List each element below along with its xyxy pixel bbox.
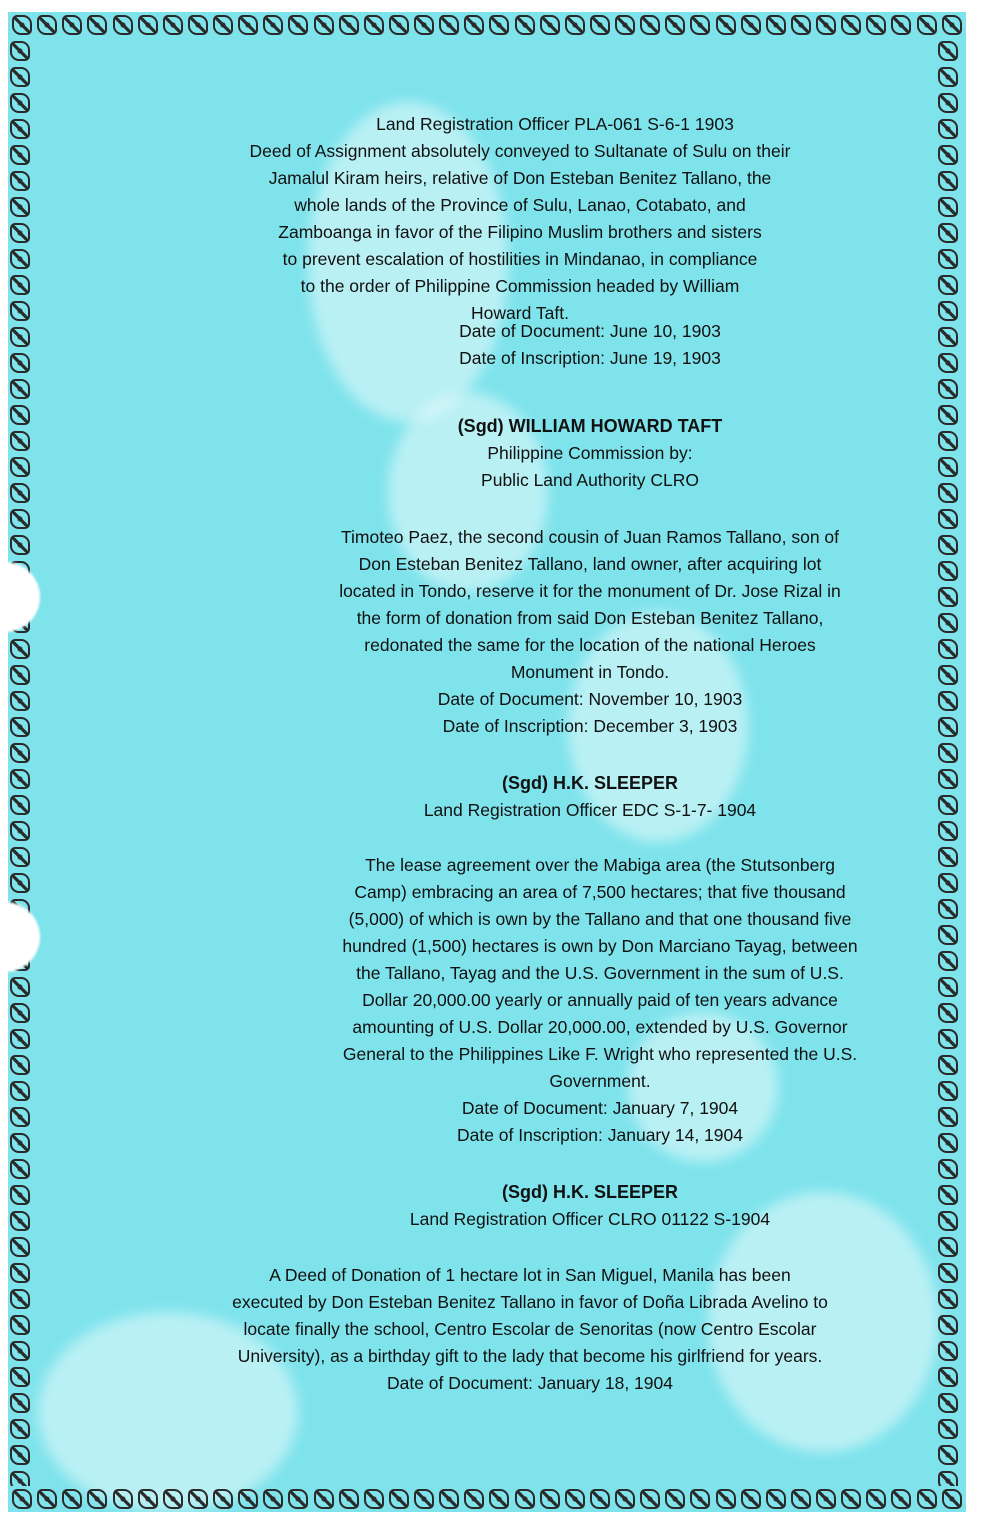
date-of-inscription: Date of Inscription: January 14, 1904 xyxy=(456,1125,743,1145)
signature-sub: Land Registration Officer EDC S-1-7- 1904 xyxy=(423,800,757,820)
text-line: Jamalul Kiram heirs, relative of Don Esteban Benitez Tallano, the xyxy=(268,168,772,188)
signature-block xyxy=(380,413,800,494)
text-line: locate finally the school, Centro Escolar de Senoritas (now Centro Escolar xyxy=(243,1319,817,1339)
date-of-document: Date of Document: January 7, 1904 xyxy=(461,1098,739,1118)
date-of-inscription: Date of Inscription: June 19, 1903 xyxy=(459,348,721,368)
text-line: to the order of Philippine Commission headed by William xyxy=(300,276,740,296)
lease-agreement-block xyxy=(260,852,940,1149)
text-line: Timoteo Paez, the second cousin of Juan Ramos Tallano, son of xyxy=(340,527,840,547)
text-line: (5,000) of which is own by the Tallano and that one thousand five xyxy=(348,909,852,929)
dates-block xyxy=(380,318,800,372)
text-line: the form of donation from said Don Esteban Benitez Tallano, xyxy=(356,608,824,628)
date-of-inscription: Date of Inscription: December 3, 1903 xyxy=(442,716,738,736)
text-line: Zamboanga in favor of the Filipino Muslim brothers and sisters xyxy=(278,222,762,242)
text-line: General to the Philippines Like F. Wright who represented the U.S. xyxy=(342,1044,858,1064)
text-line: Land Registration Officer PLA-061 S-6-1 1903 xyxy=(376,114,734,134)
text-line: Camp) embracing an area of 7,500 hectares; that five thousand xyxy=(354,882,846,902)
text-line: amounting of U.S. Dollar 20,000.00, extended by U.S. Governor xyxy=(352,1017,848,1037)
date-of-document: Date of Document: November 10, 1903 xyxy=(437,689,743,709)
date-of-document: Date of Document: June 10, 1903 xyxy=(459,321,721,341)
date-of-document: Date of Document: January 18, 1904 xyxy=(386,1373,673,1393)
donation-tondo-block xyxy=(260,524,920,740)
signature-name: (Sgd) WILLIAM HOWARD TAFT xyxy=(457,416,723,436)
text-line: whole lands of the Province of Sulu, Lanao, Cotabato, and xyxy=(294,195,746,215)
deed-of-assignment-block xyxy=(120,111,920,327)
text-line: Dollar 20,000.00 yearly or annually paid of ten years advance xyxy=(362,990,838,1010)
text-line: Monument in Tondo. xyxy=(510,662,670,682)
text-line: Don Esteban Benitez Tallano, land owner, after acquiring lot xyxy=(358,554,822,574)
signature-name: (Sgd) H.K. SLEEPER xyxy=(501,773,678,793)
signature-sub: Philippine Commission by: xyxy=(487,443,693,463)
text-line: Howard Taft. xyxy=(471,303,569,323)
text-line: A Deed of Donation of 1 hectare lot in San Miguel, Manila has been xyxy=(269,1265,791,1285)
text-line: hundred (1,500) hectares is own by Don Marciano Tayag, between xyxy=(342,936,858,956)
text-line: Deed of Assignment absolutely conveyed to Sultanate of Sulu on their xyxy=(249,141,791,161)
signature-name: (Sgd) H.K. SLEEPER xyxy=(501,1182,678,1202)
signature-block xyxy=(330,1179,850,1233)
signature-sub: Land Registration Officer CLRO 01122 S-1904 xyxy=(409,1209,771,1229)
signature-sub: Public Land Authority CLRO xyxy=(481,470,699,490)
text-line: Government. xyxy=(549,1071,651,1091)
text-line: The lease agreement over the Mabiga area (the Stutsonberg xyxy=(365,855,835,875)
signature-block xyxy=(330,770,850,824)
text-line: the Tallano, Tayag and the U.S. Government in the sum of U.S. xyxy=(356,963,844,983)
text-line: redonated the same for the location of the national Heroes xyxy=(364,635,816,655)
text-line: to prevent escalation of hostilities in Mindanao, in compliance xyxy=(282,249,758,269)
deed-of-donation-block xyxy=(140,1262,920,1397)
text-line: executed by Don Esteban Benitez Tallano in favor of Doña Librada Avelino to xyxy=(232,1292,828,1312)
text-line: University), as a birthday gift to the lady that become his girlfriend for years. xyxy=(237,1346,823,1366)
text-line: located in Tondo, reserve it for the monument of Dr. Jose Rizal in xyxy=(339,581,841,601)
